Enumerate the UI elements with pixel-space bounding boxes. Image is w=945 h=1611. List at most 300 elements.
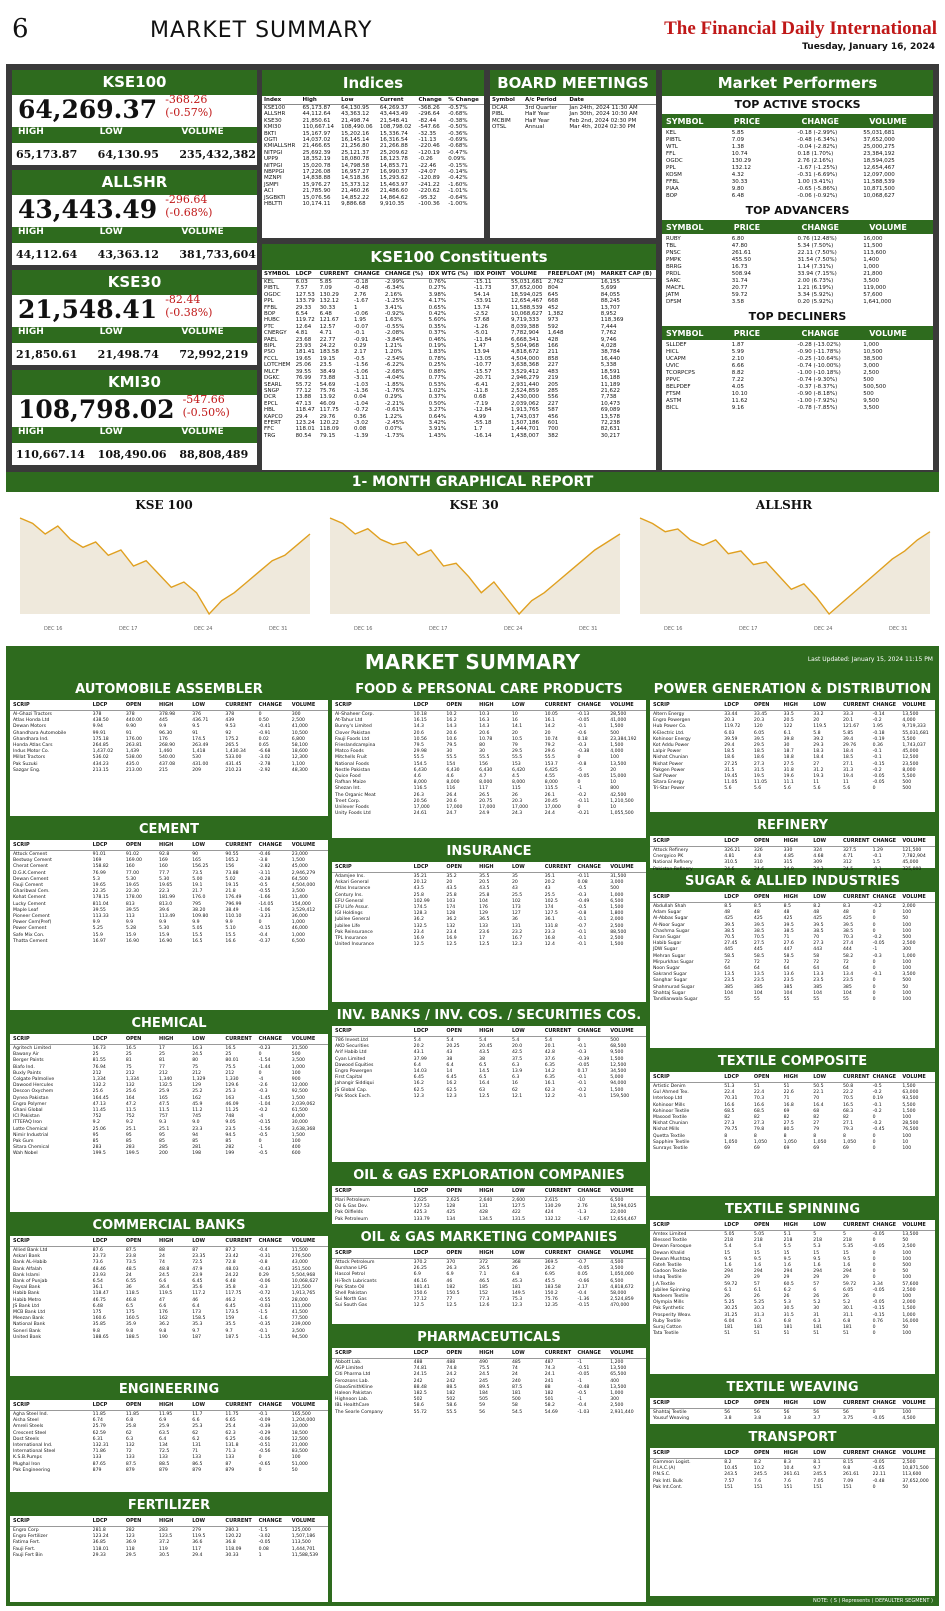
sector-cell: 122 [783, 724, 793, 730]
table-cell: 57.68 [473, 317, 490, 324]
table-cell: PIBTL [264, 285, 280, 292]
table-cell: MCBIM [492, 117, 511, 124]
sector-cell: 17,000 [511, 805, 529, 811]
sector-cell: -1.67 [577, 1216, 590, 1222]
sector-cell: 88.48 [413, 1384, 427, 1390]
sector-cell: 1.6 [783, 1263, 791, 1269]
sector-cell: 264.85 [92, 743, 109, 749]
table-cell: NITPGI [264, 149, 283, 156]
sector-cell: 6.4 [413, 1062, 421, 1068]
performer-cell: UVIC [666, 363, 680, 369]
sector-cell: 31.8 [783, 767, 794, 773]
column-header: CHANGE [872, 1222, 897, 1228]
table-cell: 3rd Quarter [525, 105, 558, 111]
sector-cell: TPL Insurance [335, 936, 368, 942]
sector-cell: 3,638,368 [291, 1126, 316, 1132]
sector-cell: 199.5 [125, 1151, 139, 1157]
sector-cell: 5.2 [842, 1300, 851, 1306]
sector-cell: 9.7 [225, 1328, 233, 1334]
table-cell: 181.41 [295, 349, 315, 356]
column-header: CHANGE [872, 1450, 897, 1456]
sector-cell: 47.2 [125, 1101, 137, 1107]
sector-cell: 445 [159, 718, 168, 724]
sector-cell: 74 [511, 1366, 518, 1372]
sector-cell: -0.1 [872, 749, 882, 755]
table-cell: 219 [547, 375, 559, 382]
sector-cell: 18.5 [724, 749, 735, 755]
sector-cell: 16.2 [446, 718, 457, 724]
sector-cell: 88.5 [159, 1461, 170, 1467]
sector-cell: 14.2 [544, 724, 555, 730]
sector-cell: Amreli Steels [13, 1424, 44, 1430]
table-cell: 7,782,904 [511, 330, 539, 337]
sector-cell: First Capital [335, 1075, 363, 1081]
sector-cell: -5 [577, 767, 583, 773]
sector-cell: 17,000 [544, 805, 561, 811]
sector-cell: 23.35 [192, 1254, 206, 1260]
sector-cell: Unity Foods Ltd [335, 811, 371, 817]
sector-cell: 46.5 [479, 1278, 490, 1284]
sector-cell: -4 [258, 1114, 264, 1120]
sector-cell: -0.7 [577, 1260, 587, 1265]
sector-cell: 58,000 [610, 1291, 627, 1297]
sector-cell: -0.3 [577, 743, 587, 749]
sector-cell: 10.2 [446, 712, 457, 717]
sector-cell: 1.6 [813, 1263, 821, 1269]
sector-cell: 41,500 [291, 1310, 308, 1316]
table-cell: -0.18 [353, 279, 369, 285]
sector-cell: 21,500 [291, 1046, 308, 1051]
sector-cell: 0 [872, 959, 876, 965]
column-header: CURRENT [318, 270, 352, 279]
column-header: SYMBOL [666, 116, 704, 126]
sector-cell: 0.76 [872, 1318, 883, 1324]
performer-cell: 500,500 [863, 384, 886, 390]
index-volume: 88,808,489 [179, 447, 249, 461]
sector-cell: 1,204,000 [291, 1418, 316, 1424]
sector-row [13, 1151, 325, 1157]
sector-row [13, 1335, 325, 1341]
sector-cell: 92.8 [159, 852, 170, 857]
performer-cell: JATM [666, 292, 679, 298]
sector-cell: 29.5 [753, 743, 765, 749]
sector-cell: 38.5 [842, 928, 854, 934]
table-cell: 2,524,859 [511, 387, 539, 394]
table-cell: CNERGY [264, 330, 287, 337]
sector-cell: 58 [511, 1403, 518, 1409]
table-cell: 25,692.39 [302, 149, 331, 156]
table-cell: -0.1 [353, 330, 365, 337]
sector-cell: 0 [872, 1410, 876, 1415]
sector-cell: 0.08 [258, 1546, 269, 1552]
sector-cell: 3.8 [783, 1416, 791, 1422]
sector-cell: 5 [813, 1232, 817, 1237]
table-cell: 1.7 [473, 426, 483, 433]
sector-cell: 370 [446, 1260, 456, 1265]
sector-cell: 3,500 [610, 1266, 624, 1272]
sector-cell: Clover Pakistan [335, 730, 371, 736]
sector-cell: 20 [511, 880, 518, 886]
table-cell: KMIALLSHR [264, 143, 296, 150]
table-row [490, 105, 656, 112]
sector-cell: 55 [783, 997, 790, 1003]
sector-cell: 51 [783, 1331, 790, 1337]
sector-cell: 72 [783, 959, 790, 965]
column-header: VOLUME [291, 1238, 316, 1244]
sector-cell: -0.1 [872, 755, 882, 761]
sector-cell: Sanghar Sugar [653, 978, 688, 984]
table-cell: 38,784 [600, 349, 621, 356]
sector-cell: -2.82 [258, 864, 271, 870]
performer-row [666, 158, 929, 165]
sector-cell: -0.1 [258, 1412, 268, 1417]
sector-cell: 6.95 [544, 1272, 555, 1278]
sector-cell: 0.36 [872, 743, 883, 749]
sector-cell: 75 [192, 1064, 199, 1070]
column-header: HIGH [783, 1450, 798, 1456]
sector-cell: 134 [446, 1216, 456, 1222]
sector-cell: 400 [610, 1378, 620, 1384]
sector-cell: 68.5 [753, 1108, 765, 1114]
table-cell: 19.65 [295, 355, 312, 362]
sector-cell: 5.25 [724, 1300, 735, 1306]
sector-cell: 79.5 [446, 743, 457, 749]
sector-cell: 100 [902, 997, 912, 1003]
performer-cell: 12,654,467 [863, 165, 895, 171]
sector-cell: 48 [842, 910, 849, 916]
sector-cell: 2,500 [902, 1287, 916, 1293]
sector-cell: 500 [902, 978, 912, 984]
sector-cell: 0.08 [577, 880, 588, 886]
sector-cell: 16.9 [413, 936, 424, 942]
index-change: -368.26 (-0.57%) [165, 93, 213, 119]
sector-cell: 127.5 [544, 911, 558, 917]
sector-cell: 6.3 [511, 1062, 520, 1068]
performer-cell: 4.05 [731, 384, 744, 390]
sector-cell: 300 [291, 712, 301, 717]
sector-cell: -1 [577, 1360, 583, 1365]
sector-cell: Adamjee Ins. [335, 874, 365, 879]
column-header: Symbol [490, 96, 523, 105]
table-cell: 25,209.62 [379, 149, 408, 156]
sector-cell: 1.29 [872, 848, 883, 853]
sector-cell: 1,913,765 [291, 1291, 316, 1297]
sector-cell: 22.11 [872, 1472, 886, 1478]
sector-cell: 0 [872, 1484, 876, 1490]
sector-cell: 245.5 [753, 1472, 768, 1478]
sector-cell: Haleon Pakistan [335, 1391, 372, 1397]
performer-cell: 5.85 [731, 130, 744, 136]
sector-cell: 294 [842, 1269, 852, 1275]
x-tick-label: DEC 24 [504, 626, 523, 632]
table-cell: 13.94 [473, 349, 490, 356]
table-cell: 556 [547, 394, 559, 401]
sector-cell: 13.3 [813, 972, 824, 978]
sector-cell: -2.78 [258, 761, 271, 767]
sector-cell: 69 [813, 1146, 820, 1152]
sector-cell: 20 [610, 767, 617, 773]
sector-cell: 24.3 [813, 866, 824, 872]
sector-cell: Artistic Denim [653, 1084, 686, 1089]
performer-row [666, 349, 929, 356]
column-header: SCRIP [335, 1188, 352, 1194]
sector-cell: 8,000 [479, 780, 493, 786]
column-header: CURRENT [225, 1036, 252, 1042]
x-tick-label: DEC 16 [354, 626, 373, 632]
sector-cell: 164.45 [92, 1095, 109, 1101]
sector-cell: 11.95 [159, 1412, 173, 1417]
sector-cell: -0.05 [577, 1062, 590, 1068]
column-header: LOW [192, 1238, 205, 1244]
sector-rows [10, 1045, 328, 1159]
table-cell: Jan 30th, 2024 10:30 AM [569, 111, 638, 118]
sector-row [335, 1303, 643, 1309]
sector-cell: Indus Motor Co. [13, 749, 50, 755]
sector-cell: 58.6 [446, 1403, 457, 1409]
table-cell: 6.03 [295, 279, 308, 285]
sector-cell: 27.6 [783, 941, 794, 947]
sector-table [650, 892, 935, 1048]
sector-cell: 8.3 [783, 1460, 791, 1465]
index-name: KSE30 [12, 270, 257, 295]
table-cell: 0.35% [428, 323, 447, 330]
sector-cell: 500 [902, 786, 912, 792]
sector-cell: 376 [192, 712, 201, 717]
column-header: HIGH [783, 1222, 798, 1228]
sector-table [10, 1400, 328, 1492]
sector-cell: 5.05 [753, 1232, 765, 1237]
sector-cell: 431.00 [192, 761, 209, 767]
sector-cell: Matco Foods [335, 749, 364, 755]
performer-row [666, 236, 929, 243]
sector-cell: 500 [291, 1052, 301, 1058]
sector-cell: -0.1 [577, 1081, 587, 1087]
sector-cell: 173.5 [225, 1310, 239, 1316]
table-cell: 0.78% [428, 355, 447, 362]
sector-cell: 0.50 [258, 718, 269, 724]
table-cell: -11.73 [473, 285, 492, 292]
sector-cell: 88 [544, 1384, 551, 1390]
table-cell: 43,363.12 [341, 111, 370, 118]
sector-cell: 16.2 [446, 1081, 457, 1087]
performer-cell: 11.62 [731, 398, 748, 404]
sector-cell: Abdullah Shah [653, 904, 687, 909]
sector-cell: 55 [753, 997, 760, 1003]
performer-cell: 2.00 (6.73%) [797, 278, 834, 284]
table-cell: 65,173.87 [302, 105, 331, 111]
section-title: REFINERY [650, 816, 935, 836]
sector-cell: 12,300 [291, 755, 308, 761]
table-cell: 483 [547, 368, 559, 375]
sector-cell: 18.8 [783, 755, 794, 761]
performers-subtitle: TOP ADVANCERS [662, 202, 933, 220]
sector-header-row [650, 1398, 935, 1409]
column-header: HIGH [783, 1074, 798, 1080]
performer-cell: 59.72 [731, 292, 748, 298]
table-cell: -1.85% [384, 381, 405, 388]
table-cell: 7.09 [319, 285, 332, 292]
column-header: OPEN [753, 1074, 770, 1080]
sector-cell: 133 [92, 1455, 102, 1461]
sector-cell: 20.1 [544, 1044, 555, 1050]
table-cell: 285 [547, 387, 559, 394]
column-header: VOLUME [902, 1074, 926, 1080]
table-cell: 2,430,000 [511, 394, 539, 401]
column-header: LOW [192, 842, 205, 848]
sector-rows [650, 1409, 935, 1423]
sector-rows [332, 711, 646, 818]
sector-cell: -3.02 [258, 1534, 271, 1540]
sector-cell: -0.2 [872, 904, 882, 909]
sector-cell: 13.4 [842, 972, 854, 978]
sector-cell: 45,000 [291, 864, 308, 870]
table-cell: -0.55% [384, 323, 405, 330]
column-header: SCRIP [653, 838, 670, 844]
sector-cell: Sazgar Eng. [13, 767, 41, 773]
table-cell: 1.95 [353, 317, 367, 324]
sector-cell: 87 [192, 1248, 199, 1253]
sector-cell: 470,000 [610, 1303, 630, 1309]
sector-row [653, 1485, 932, 1491]
sector-cell: 132.31 [92, 1443, 109, 1449]
sector-cell: 187 [192, 1334, 201, 1340]
table-cell: 1,438,007 [511, 432, 539, 439]
column-header: OPEN [753, 1450, 770, 1456]
table-cell: 16,957.27 [341, 169, 370, 176]
sector-cell: 5.4 [724, 1244, 732, 1250]
column-header: LDCP [294, 270, 318, 279]
table-cell: OTSL [492, 124, 507, 131]
index-low: 64,130.95 [97, 147, 159, 161]
sector-cell: 131 [192, 1443, 201, 1449]
sector-cell: -0.11 [577, 874, 590, 879]
performer-row [666, 193, 929, 200]
table-cell: 108,798.02 [379, 124, 412, 131]
sector-cell: 8 [783, 1133, 787, 1139]
sector-cell: 118.09 [225, 1546, 242, 1552]
sector-cell: 12,654,467 [610, 1216, 637, 1222]
sector-cell: 8 [813, 1133, 817, 1139]
table-cell: 0.09% [448, 156, 466, 163]
sector-cell: 176.49 [225, 895, 242, 901]
table-cell: 6.54 [295, 311, 308, 318]
sector-cell: J.A.Textile [653, 1281, 676, 1287]
sector-cell: 63.5 [159, 1430, 170, 1436]
sector-cell: 163 [225, 1095, 235, 1101]
sector-cell: 294 [783, 1269, 793, 1275]
sector-cell: 30 [813, 1306, 820, 1312]
table-cell: -1.03 [353, 381, 369, 388]
sector-cell: 18.6 [724, 755, 735, 761]
table-cell: -15.11 [473, 279, 492, 285]
sector-cell: 150.6 [413, 1291, 427, 1297]
table-cell: 428 [547, 336, 559, 343]
sector-cell: -0.56 [258, 1449, 271, 1455]
sector-cell: 6.54 [92, 1279, 103, 1285]
section-title: CHEMICAL [10, 1014, 328, 1034]
table-header-row [262, 270, 656, 279]
sector-cell: 131.5 [511, 1216, 526, 1222]
sector-header-row [332, 1186, 646, 1197]
sector-cell: 879 [159, 1467, 168, 1473]
sector-cell: 58.6 [413, 1403, 424, 1409]
sector-cell: 3.8 [724, 1416, 732, 1422]
sector-cell: 50 [902, 1484, 909, 1490]
column-header: CHANGE [577, 1250, 601, 1256]
sector-table [10, 700, 328, 816]
sector-cell: 132.5 [413, 923, 427, 929]
performer-row [666, 137, 929, 144]
high-label: HIGH [18, 227, 44, 237]
sector-cell: Power Cem(Pref) [13, 920, 52, 926]
sector-cell: -0.1 [577, 1075, 587, 1081]
sector-cell: 30.33 [225, 1552, 239, 1558]
table-cell: -32.35 [418, 130, 437, 137]
sector-cell: 212 [92, 1070, 102, 1076]
sector-cell: -0.1 [258, 1328, 268, 1334]
sector-cell: 0 [872, 966, 876, 972]
sector-cell: 29 [724, 1275, 731, 1281]
column-header: CURRENT [225, 702, 252, 708]
performer-row [666, 257, 929, 264]
sector-cell: 212 [225, 1070, 235, 1076]
sector-cell: 25.8 [413, 892, 424, 898]
sector-cell: 24 [125, 1272, 132, 1278]
sector-cell: 80.5 [783, 1127, 794, 1133]
sector-cell: 73.88 [225, 870, 239, 876]
table-cell: 9,910.35 [379, 201, 405, 208]
sector-cell: 68.3 [842, 1108, 854, 1114]
sector-cell: 218 [813, 1238, 823, 1244]
sector-cell: 15,000 [610, 774, 627, 780]
section-title: TRANSPORT [650, 1428, 935, 1448]
index-number-row [12, 443, 257, 465]
table-cell: 18,352.19 [302, 156, 331, 163]
sector-cell: 111,000 [291, 1303, 311, 1309]
table-cell: 77.12 [295, 387, 312, 394]
table-cell: 9,719,333 [511, 317, 539, 324]
sector-cell: 16.3 [192, 1046, 203, 1051]
sector-cell: 174 [544, 905, 554, 911]
sector-cell: Aisha Steel [13, 1418, 39, 1424]
sector-cell: -0.37 [258, 938, 271, 944]
sector-cell: Pioneer Cement [13, 914, 50, 920]
sector-cell: -0.1 [577, 1044, 587, 1050]
sector-cell: 26 [842, 1294, 849, 1300]
sector-cell: 26.1 [544, 792, 555, 798]
sector-cell: 12.4 [544, 942, 555, 948]
sector-cell: 20.6 [446, 730, 457, 736]
sector-cell: 5.2 [813, 1300, 821, 1306]
performer-cell: 47.80 [731, 243, 748, 249]
sector-cell: 315 [783, 860, 793, 866]
index-box [12, 170, 257, 268]
sector-cell: 156.25 [192, 864, 209, 870]
sector-table [10, 1034, 328, 1212]
column-header: SCRIP [13, 1238, 30, 1244]
performer-cell: 7.22 [731, 377, 744, 383]
sector-cell: 2,500 [610, 923, 624, 929]
sector-cell: Dost Steels [13, 1436, 40, 1442]
sector-cell: Bestway Cement [13, 858, 52, 864]
table-cell: 1,507,186 [511, 419, 539, 426]
sector-cell: 385 [753, 984, 763, 990]
table-cell: 0.07% [384, 426, 403, 433]
sector-cell: Engro Fertilizer [13, 1534, 48, 1540]
sector-cell: 0 [258, 1467, 262, 1473]
table-cell: 12.57 [319, 323, 336, 330]
sector-cell: 26.5 [479, 792, 490, 798]
